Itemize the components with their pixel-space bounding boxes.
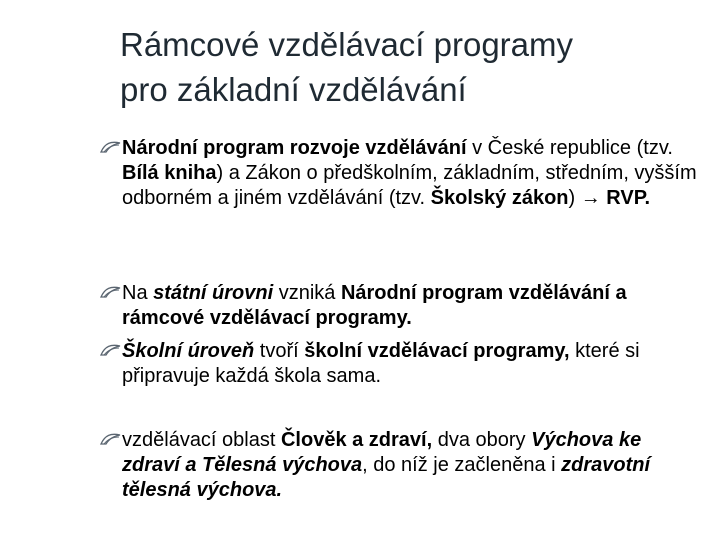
text-run: Na xyxy=(122,282,154,304)
bullet-item xyxy=(100,339,700,389)
text-run: v České republice (tzv. xyxy=(466,137,673,159)
bold-text: Národní program rozvoje vzdělávání xyxy=(122,137,467,159)
text-run: dva obory xyxy=(432,429,532,451)
bold-text: Národní program vzdělávání a rámcové vzdělávací programy. xyxy=(122,282,627,329)
text-run: vzniká xyxy=(273,282,341,304)
bullet-text xyxy=(122,281,700,331)
text-run: ) → xyxy=(568,187,607,209)
title-line: Rámcové vzdělávací programy xyxy=(120,26,574,63)
title-line: pro základní vzdělávání xyxy=(120,71,467,108)
bullet-text xyxy=(122,136,700,211)
bold-italic-text: Školní úroveň xyxy=(122,340,255,362)
bullet-text xyxy=(122,428,700,503)
bullet-item xyxy=(100,136,700,211)
bullet-text xyxy=(122,339,700,389)
bullet-item xyxy=(100,281,700,331)
slide-title xyxy=(120,22,700,112)
ornate-wing-bullet-icon xyxy=(100,140,122,156)
bullet-item xyxy=(100,428,700,503)
bold-text: školní vzdělávací programy, xyxy=(304,340,570,362)
bold-text: Školský zákon xyxy=(430,187,569,209)
text-run: vzdělávací oblast xyxy=(122,429,281,451)
ornate-wing-bullet-icon xyxy=(100,343,122,359)
text-run: ) a Zákon o předškolním, základním, středním, vyšším odborném a jiném vzdělávání (tzv. xyxy=(122,162,697,209)
text-run: , do níž je začleněna i xyxy=(362,454,562,476)
text-run: které si připravuje každá škola sama. xyxy=(122,340,640,387)
ornate-wing-bullet-icon xyxy=(100,432,122,448)
bold-text: RVP. xyxy=(606,187,651,209)
bold-italic-text: zdravotní tělesná výchova. xyxy=(122,454,651,501)
bold-text: Bílá kniha xyxy=(122,162,217,184)
bold-italic-text: Výchova ke zdraví a Tělesná výchova xyxy=(122,429,642,476)
bold-text: Člověk a zdraví, xyxy=(280,429,433,451)
bold-italic-text: státní úrovni xyxy=(153,282,274,304)
ornate-wing-bullet-icon xyxy=(100,285,122,301)
text-run: tvoří xyxy=(254,340,305,362)
